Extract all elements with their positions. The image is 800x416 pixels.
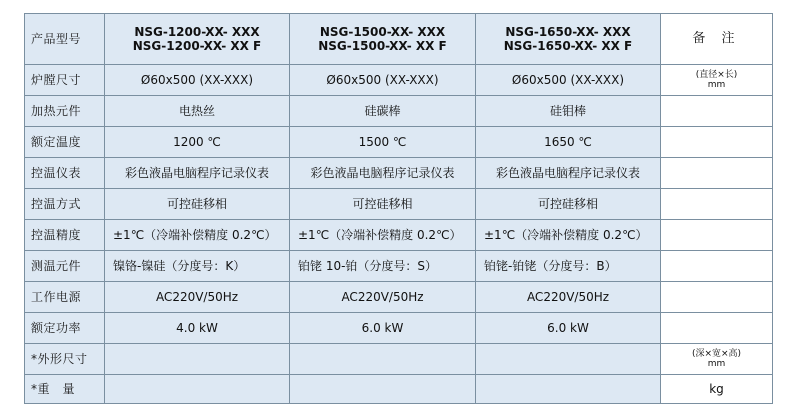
row-sensor: [25, 251, 773, 282]
cell-value: AC220V/50Hz: [476, 282, 661, 313]
row-rated-power: [25, 313, 773, 344]
model-1200-line-1: NSG-1200-XX- XXX: [134, 25, 260, 39]
cell-value: [476, 344, 661, 375]
row-weight: [25, 375, 773, 404]
model-1650-line-2: NSG-1650-XX- XX F: [503, 39, 633, 53]
row-note: [661, 313, 773, 344]
spec-table: [24, 13, 773, 404]
model-1650: [476, 14, 661, 65]
cell-value: 硅钼棒: [476, 96, 661, 127]
row-label: *重 量: [25, 375, 105, 404]
row-note: [661, 251, 773, 282]
cell-value: 6.0 kW: [290, 313, 476, 344]
cell-value: AC220V/50Hz: [290, 282, 476, 313]
cell-value: 硅碳棒: [290, 96, 476, 127]
row-control-method: [25, 189, 773, 220]
row-control-accuracy: [25, 220, 773, 251]
cell-value: 彩色液晶电脑程序记录仪表: [290, 158, 476, 189]
cell-value: 1200 ℃: [105, 127, 290, 158]
row-note: [661, 127, 773, 158]
row-controller: [25, 158, 773, 189]
note-line: mm: [707, 80, 726, 90]
note-line: mm: [707, 359, 726, 369]
cell-value: 电热丝: [105, 96, 290, 127]
cell-value: [476, 375, 661, 404]
cell-value: ±1℃（冷端补偿精度 0.2℃）: [105, 220, 290, 251]
row-label: 控温仪表: [25, 158, 105, 189]
cell-value: [290, 344, 476, 375]
cell-value: Ø60x500 (XX-XXX): [105, 65, 290, 96]
cell-value: 彩色液晶电脑程序记录仪表: [476, 158, 661, 189]
note-line: (深×宽×高): [691, 349, 742, 359]
row-note: [661, 65, 773, 96]
cell-value: 铂铑 10-铂（分度号：S）: [290, 251, 476, 282]
row-note: [661, 158, 773, 189]
cell-value: ±1℃（冷端补偿精度 0.2℃）: [476, 220, 661, 251]
row-note: [661, 220, 773, 251]
model-1500-line-2: NSG-1500-XX- XX F: [318, 39, 447, 53]
cell-value: [290, 375, 476, 404]
header-row: [25, 14, 773, 65]
row-note: [661, 189, 773, 220]
cell-value: 可控硅移相: [290, 189, 476, 220]
row-label: 工作电源: [25, 282, 105, 313]
row-note: kg: [661, 375, 773, 404]
model-1500-line-1: NSG-1500-XX- XXX: [319, 25, 446, 39]
row-label: 额定功率: [25, 313, 105, 344]
cell-value: Ø60x500 (XX-XXX): [290, 65, 476, 96]
row-power-supply: [25, 282, 773, 313]
row-label: 测温元件: [25, 251, 105, 282]
cell-value: 6.0 kW: [476, 313, 661, 344]
row-label: 炉膛尺寸: [25, 65, 105, 96]
row-label: 控温精度: [25, 220, 105, 251]
cell-value: [105, 344, 290, 375]
model-1650-line-1: NSG-1650-XX- XXX: [505, 25, 631, 39]
row-dimensions: [25, 344, 773, 375]
cell-value: 4.0 kW: [105, 313, 290, 344]
cell-value: Ø60x500 (XX-XXX): [476, 65, 661, 96]
cell-value: 铂铑-铂铑（分度号：B）: [476, 251, 661, 282]
row-label: 加热元件: [25, 96, 105, 127]
header-label: 产品型号: [25, 14, 105, 65]
row-note: [661, 282, 773, 313]
cell-value: 1500 ℃: [290, 127, 476, 158]
row-heating-element: [25, 96, 773, 127]
row-label: 控温方式: [25, 189, 105, 220]
cell-value: [105, 375, 290, 404]
cell-value: 可控硅移相: [476, 189, 661, 220]
cell-value: 1650 ℃: [476, 127, 661, 158]
row-note: [661, 96, 773, 127]
header-note: 备 注: [661, 14, 773, 65]
cell-value: 镍铬-镍硅（分度号：K）: [105, 251, 290, 282]
row-label: 额定温度: [25, 127, 105, 158]
cell-value: ±1℃（冷端补偿精度 0.2℃）: [290, 220, 476, 251]
cell-value: AC220V/50Hz: [105, 282, 290, 313]
row-rated-temperature: [25, 127, 773, 158]
cell-value: 彩色液晶电脑程序记录仪表: [105, 158, 290, 189]
row-furnace-size: [25, 65, 773, 96]
model-1500: [290, 14, 476, 65]
note-line: (直径×长): [695, 70, 738, 80]
cell-value: 可控硅移相: [105, 189, 290, 220]
row-note: [661, 344, 773, 375]
model-1200: [105, 14, 290, 65]
model-1200-line-2: NSG-1200-XX- XX F: [132, 39, 262, 53]
row-label: *外形尺寸: [25, 344, 105, 375]
